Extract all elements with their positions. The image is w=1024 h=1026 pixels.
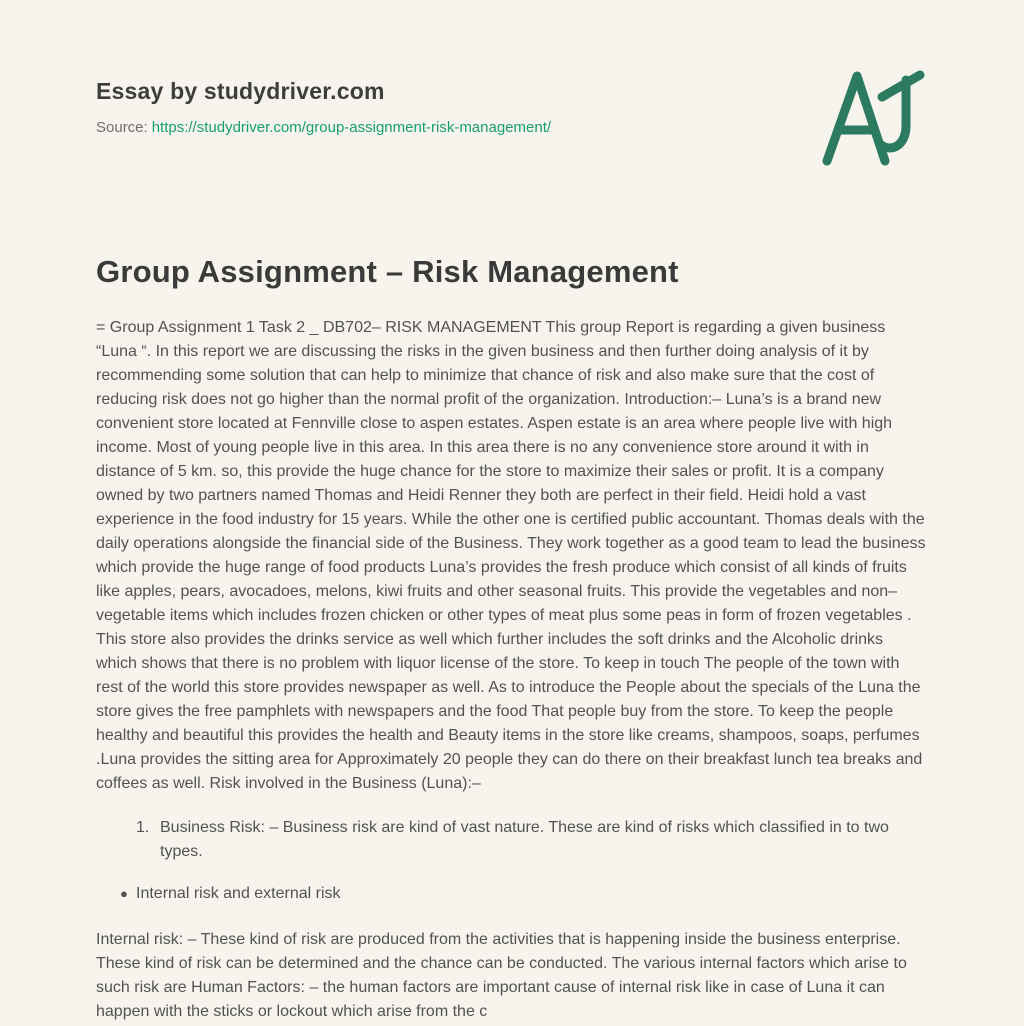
page-header <box>96 78 928 136</box>
bullet-icon: ● <box>120 886 128 901</box>
numbered-item-text: Business Risk: – Business risk are kind of vast nature. These are kind of risks which classified in to two types. <box>160 819 889 860</box>
risk-lists <box>96 816 928 906</box>
essay-title: Group Assignment – Risk Management <box>96 254 679 289</box>
numbered-list-item <box>96 816 928 864</box>
studydriver-logo-icon <box>820 66 932 168</box>
bullet-list-item <box>96 882 928 906</box>
essay-byline: Essay by studydriver.com <box>96 78 385 104</box>
essay-body-paragraph: = Group Assignment 1 Task 2 _ DB702– RISK MANAGEMENT This group Report is regarding a given business “Luna “. In this report we are discussing the risks in the given business and then further doing analysis of it by recommending some solution that can help to minimize that chance of risk and also make sure that the cost of reducing risk does not go higher than the normal profit of the organization. Introduction:– Luna’s is a brand new convenient store located at Fennville close to aspen estates. Aspen estate is an area where people live with high income. Most of young people live in this area. In this area there is no any convenience store around it with in distance of 5 km. so, this provide the huge chance for the store to maximize their sales or profit. It is a company owned by two partners named Thomas and Heidi Renner they both are perfect in their field. Heidi hold a vast experience in the food industry for 15 years. While the other one is certified public accountant. Thomas deals with the daily operations alongside the financial side of the Business. They work together as a good team to lead the business which provide the huge range of food products Luna’s provides the fresh produce which consist of all kinds of fruits like apples, pears, avocadoes, melons, kiwi fruits and other seasonal fruits. This provide the vegetables and non– vegetable items which includes frozen chicken or other types of meat plus some peas in form of frozen vegetables . This store also provides the drinks service as well which further includes the soft drinks and the Alcoholic drinks which shows that there is no problem with liquor license of the store. To keep in touch The people of the town with rest of the world this store provides newspaper as well. As to introduce the People about the specials of the Luna the store gives the free pamphlets with newspapers and the food That people buy from the store. To keep the people healthy and beautiful this provides the health and Beauty items in the store like creams, shampoos, soaps, perfumes .Luna provides the sitting area for Approximately 20 people they can do there on their breakfast lunch tea breaks and coffees as well. Risk involved in the Business (Luna):– <box>96 319 926 792</box>
source-label: Source: <box>96 119 148 136</box>
internal-risk-paragraph: Internal risk: – These kind of risk are produced from the activities that is happening inside the business enterprise. These kind of risk can be determined and the chance can be conducted. The various internal factors which arise to such risk are Human Factors: – the human factors are important cause of internal risk like in case of Luna it can happen with the sticks or lockout which arise from the c <box>96 931 907 1020</box>
source-link[interactable]: https://studydriver.com/group-assignment-risk-management/ <box>151 119 552 136</box>
essay-content <box>96 254 928 1024</box>
source-line <box>96 119 928 136</box>
list-number: 1. <box>136 819 150 836</box>
bullet-item-text: Internal risk and external risk <box>136 885 341 902</box>
